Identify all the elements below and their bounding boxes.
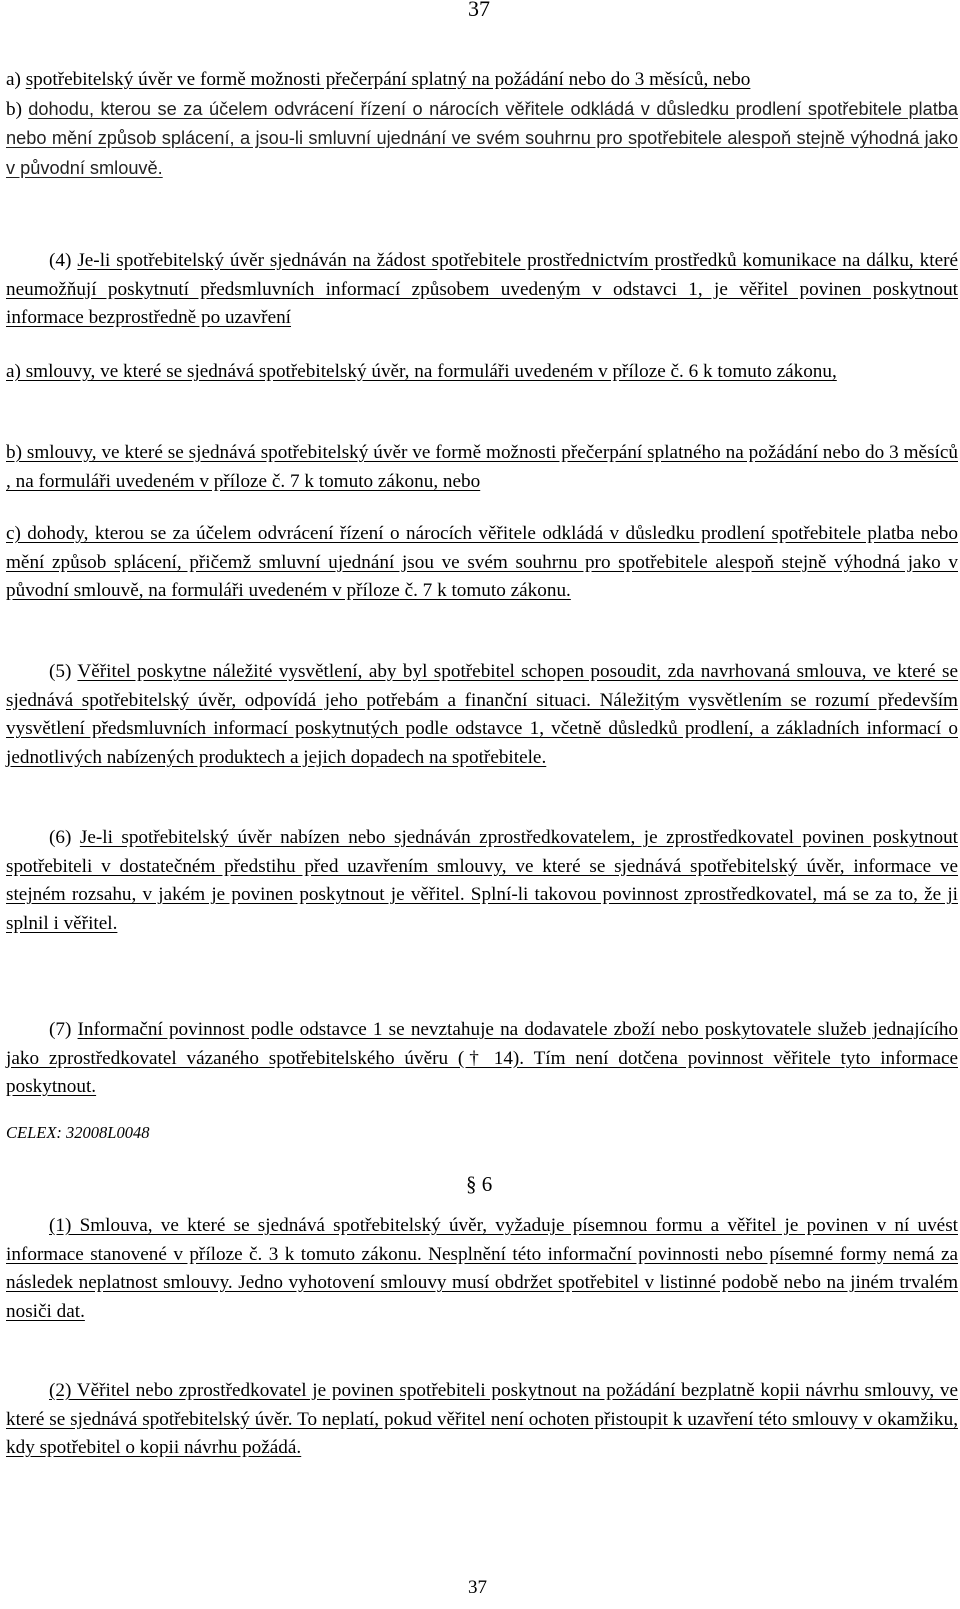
- paragraph-4-item-c: c) dohody, kterou se za účelem odvrácení řízení o nárocích věřitele odkládá v důsledku prodlení spotřebitele platba nebo mění způsob splácení, přičemž smluvní ujednání jsou ve svém souhrnu pro spotřebitele alespoň stejně výhodná jako v původní smlouvě, na formuláři uvedeném v příloze č. 7 k tomuto zákonu.: [6, 523, 958, 602]
- section-heading: § 6: [466, 1172, 493, 1196]
- top-item-b-prefix: b): [6, 98, 29, 120]
- paragraph-6: [6, 824, 958, 938]
- top-item-b: [6, 95, 958, 184]
- paragraph-5: [6, 658, 958, 772]
- paragraph-7-number: (7): [49, 1019, 78, 1040]
- top-item-a: [6, 66, 958, 95]
- top-item-a-text: spotřebitelský úvěr ve formě možnosti přečerpání splatný na požádání nebo do 3 měsíců, nebo: [25, 69, 751, 90]
- top-item-b-text: dohodu, kterou se za účelem odvrácení řízení o nárocích věřitele odkládá v důsledku prodlení spotřebitele platba nebo mění způsob splácení, a jsou-li smluvní ujednání ve svém souhrnu pro spotřebitele alespoň stejně výhodná jako v původní smlouvě.: [6, 98, 959, 178]
- top-item-a-prefix: a): [6, 69, 26, 90]
- paragraph-4: [6, 247, 958, 333]
- section-6-paragraph-2-text: (2) Věřitel nebo zprostředkovatel je povinen spotřebiteli poskytnout na požádání bezplatně kopii návrhu smlouvy, ve které se sjednává spotřebitelský úvěr. To neplatí, pokud věřitel není ochoten přistoupit k uzavření této smlouvy v okamžiku, kdy spotřebitel o kopii návrhu požádá.: [6, 1380, 958, 1459]
- paragraph-5-text: Věřitel poskytne náležité vysvětlení, aby byl spotřebitel schopen posoudit, zda navrhovaná smlouva, ve které se sjednává spotřebitelský úvěr, odpovídá jeho potřebám a finanční situaci. Náležitým vysvětlením se rozumí především vysvětlení předsmluvních informací poskytnutých podle odstavce 1, včetně důsledků prodlení, a základních informací o jednotlivých nabízených produktech a jejich dopadech na spotřebitele.: [6, 661, 959, 768]
- paragraph-4-text: Je-li spotřebitelský úvěr sjednáván na žádost spotřebitele prostřednictvím prostředků komunikace na dálku, které neumožňují poskytnutí předsmluvních informací způsobem uvedeným v odstavci 1, je věřitel povinen poskytnout informace bezprostředně po uzavření: [6, 250, 959, 329]
- paragraph-6-text: Je-li spotřebitelský úvěr nabízen nebo sjednáván zprostředkovatelem, je zprostředkovatel povinen poskytnout spotřebiteli v dostatečném předstihu před uzavřením smlouvy, ve které se sjednává spotřebitelský úvěr, informace ve stejném rozsahu, v jakém je povinen poskytnout je věřitel. Splní-li takovou povinnost zprostředkovatel, má se za to, že ji splnil i věřitel.: [6, 827, 958, 934]
- page-number-bottom: 37: [468, 1577, 487, 1598]
- paragraph-4-number: (4): [49, 250, 78, 271]
- page-number-top: 37: [468, 0, 490, 21]
- paragraph-5-number: (5): [49, 661, 78, 682]
- paragraph-6-number: (6): [49, 827, 80, 848]
- section-6-paragraph-1-text: (1) Smlouva, ve které se sjednává spotřebitelský úvěr, vyžaduje písemnou formu a věřitel je povinen v ní uvést informace stanovené v příloze č. 3 k tomuto zákonu. Nesplnění této informační povinnosti nebo písemné formy nemá za následek neplatnost smlouvy. Jedno vyhotovení smlouvy musí obdržet spotřebitel v listinné podobě nebo na jiném trvalém nosiči dat.: [6, 1215, 958, 1322]
- section-6-paragraph-2: [6, 1377, 958, 1463]
- paragraph-7-text: Informační povinnost podle odstavce 1 se nevztahuje na dodavatele zboží nebo poskytovatele služeb jednajícího jako zprostředkovatel vázaného spotřebitelského úvěru († 14). Tím není dotčena povinnost věřitele tyto informace poskytnout.: [6, 1019, 959, 1098]
- paragraph-4-item-a: a) smlouvy, ve které se sjednává spotřebitelský úvěr, na formuláři uvedeném v příloze č. 6 k tomuto zákonu,: [6, 361, 837, 382]
- top-list: [6, 66, 958, 183]
- paragraph-4-item-b: b) smlouvy, ve které se sjednává spotřebitelský úvěr ve formě možnosti přečerpání splatného na požádání nebo do 3 měsíců , na formuláři uvedeném v příloze č. 7 k tomuto zákonu, nebo: [6, 442, 958, 492]
- paragraph-7: [6, 1016, 958, 1102]
- celex-reference: CELEX: 32008L0048: [6, 1123, 150, 1142]
- section-6-paragraph-1: [6, 1212, 958, 1326]
